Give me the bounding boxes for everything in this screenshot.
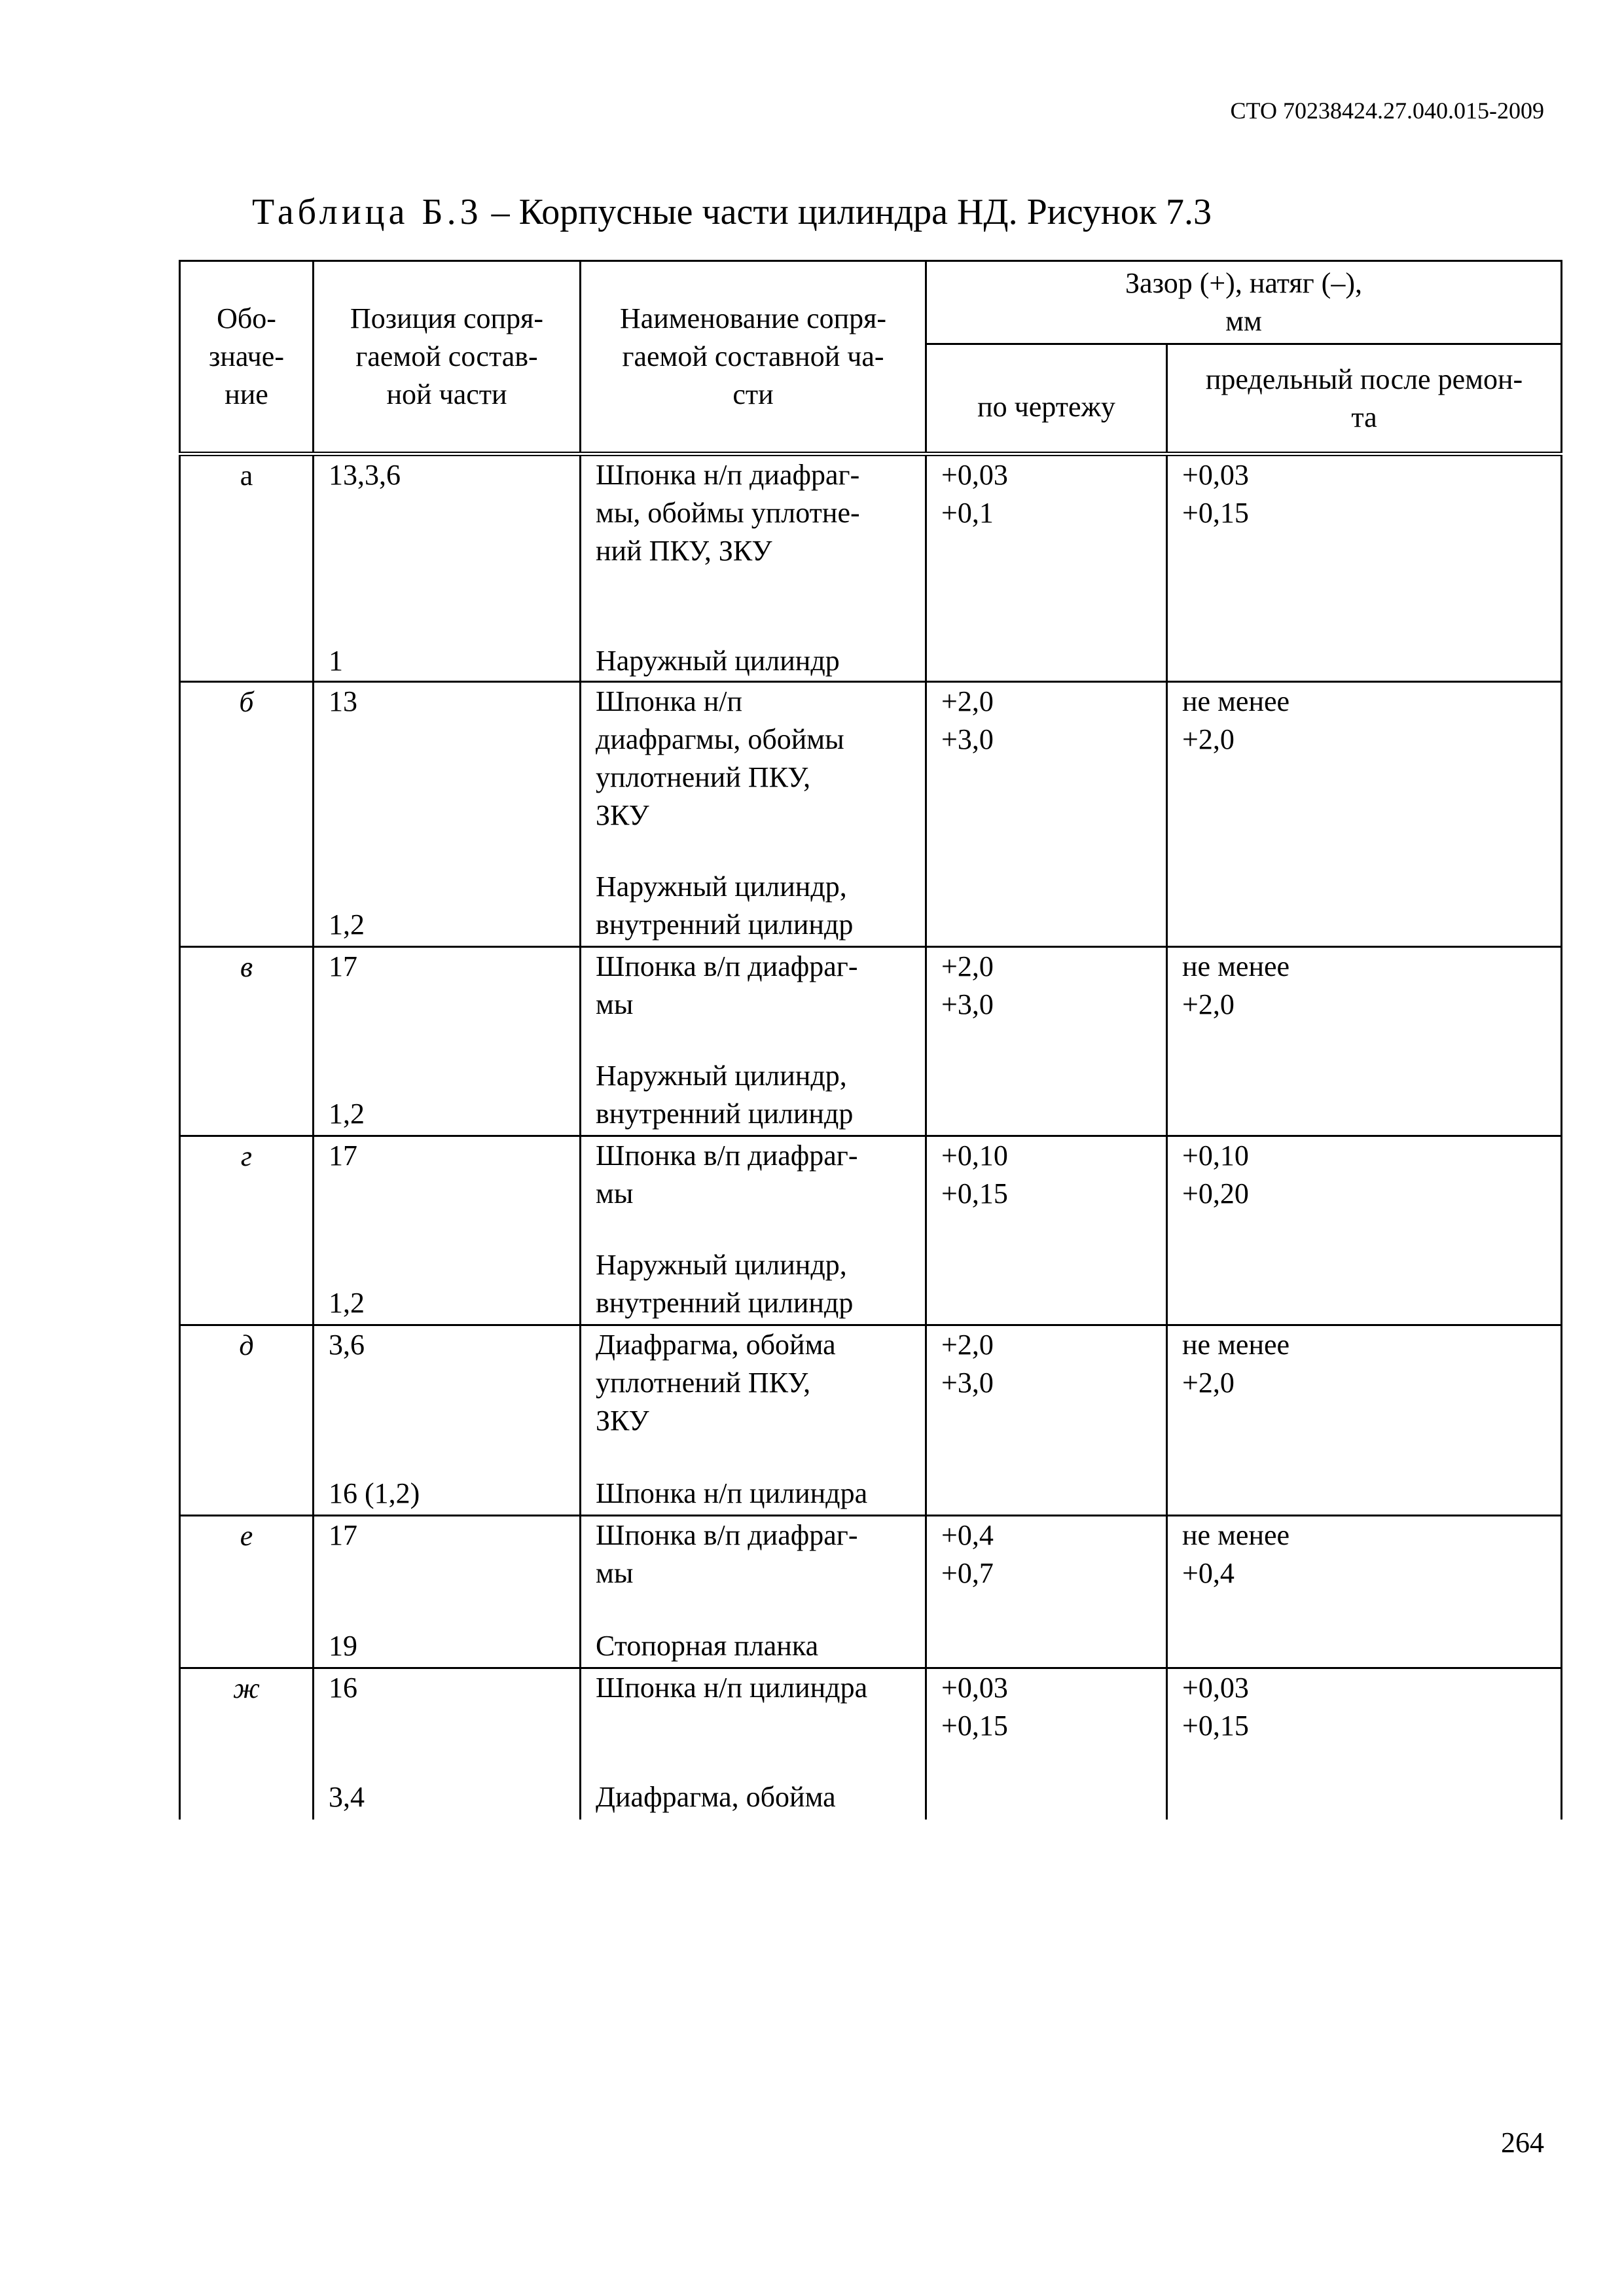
drawing-value-cell xyxy=(926,454,1167,682)
name-cell xyxy=(581,1516,926,1668)
table-title-text: – Корпусные части цилиндра НД. Рисунок 7.3 xyxy=(482,192,1212,232)
limit-value-cell xyxy=(1167,454,1562,682)
drawing-value-cell-value: +0,4 +0,7 xyxy=(941,1519,994,1589)
table-title-label: Таблица Б.3 xyxy=(252,192,482,232)
designation-cell: ж xyxy=(180,1668,314,1820)
position-cell-bottom: 1,2 xyxy=(329,1287,365,1319)
position-cell xyxy=(314,682,581,947)
position-cell-bottom: 1,2 xyxy=(329,1098,365,1130)
header-gap: Зазор (+), натяг (–), мм xyxy=(926,261,1562,344)
table-row xyxy=(180,682,1562,947)
position-cell-top: 13 xyxy=(329,685,357,717)
name-cell-top: Шпонка в/п диафраг- мы xyxy=(596,1139,858,1210)
name-cell xyxy=(581,1325,926,1516)
name-cell-top: Шпонка в/п диафраг- мы xyxy=(596,1519,858,1589)
drawing-value-cell xyxy=(926,1136,1167,1325)
name-cell xyxy=(581,1668,926,1820)
name-cell-bottom: Диафрагма, обойма xyxy=(596,1781,836,1813)
position-cell-bottom: 3,4 xyxy=(329,1781,365,1813)
drawing-value-cell-value: +2,0 +3,0 xyxy=(941,950,994,1020)
header-position: Позиция сопря- гаемой состав- ной части xyxy=(314,261,581,454)
name-cell xyxy=(581,947,926,1136)
designation-cell: д xyxy=(180,1325,314,1516)
table-row xyxy=(180,1668,1562,1820)
limit-value-cell xyxy=(1167,1668,1562,1820)
name-cell xyxy=(581,454,926,682)
position-cell xyxy=(314,1668,581,1820)
header-limit-after-repair: предельный после ремон- та xyxy=(1167,344,1562,454)
header-by-drawing: по чертежу xyxy=(926,344,1167,454)
position-cell xyxy=(314,454,581,682)
table-row xyxy=(180,947,1562,1136)
position-cell xyxy=(314,1136,581,1325)
name-cell-top: Диафрагма, обойма уплотнений ПКУ, ЗКУ xyxy=(596,1329,836,1437)
name-cell-bottom: Наружный цилиндр xyxy=(596,645,840,677)
table-row xyxy=(180,454,1562,682)
position-cell-top: 17 xyxy=(329,950,357,982)
designation-cell: б xyxy=(180,682,314,947)
drawing-value-cell xyxy=(926,1325,1167,1516)
name-cell-bottom: Стопорная планка xyxy=(596,1630,819,1662)
position-cell-top: 16 xyxy=(329,1672,357,1704)
position-cell-top: 13,3,6 xyxy=(329,459,401,491)
limit-value-cell-value: +0,10 +0,20 xyxy=(1182,1139,1249,1210)
header-name: Наименование сопря- гаемой составной ча- сти xyxy=(581,261,926,454)
header-designation: Обо- значе- ние xyxy=(180,261,314,454)
drawing-value-cell xyxy=(926,682,1167,947)
limit-value-cell-value: не менее +2,0 xyxy=(1182,685,1290,755)
position-cell-bottom: 16 (1,2) xyxy=(329,1477,420,1509)
name-cell-top: Шпонка н/п цилиндра xyxy=(596,1672,868,1704)
name-cell-top: Шпонка в/п диафраг- мы xyxy=(596,950,858,1020)
position-cell-top: 17 xyxy=(329,1519,357,1551)
drawing-value-cell-value: +0,03 +0,1 xyxy=(941,459,1008,529)
table-row xyxy=(180,1516,1562,1668)
position-cell-bottom: 1 xyxy=(329,645,343,677)
name-cell xyxy=(581,682,926,947)
table-title xyxy=(252,191,1212,233)
limit-value-cell xyxy=(1167,947,1562,1136)
name-cell-bottom: Наружный цилиндр, внутренний цилиндр xyxy=(596,1060,854,1130)
name-cell-top: Шпонка н/п диафрагмы, обоймы уплотнений ПКУ, ЗКУ xyxy=(596,685,844,831)
name-cell xyxy=(581,1136,926,1325)
limit-value-cell xyxy=(1167,1136,1562,1325)
drawing-value-cell xyxy=(926,1516,1167,1668)
table-row xyxy=(180,1325,1562,1516)
position-cell-bottom: 1,2 xyxy=(329,908,365,941)
limit-value-cell-value: +0,03 +0,15 xyxy=(1182,459,1249,529)
position-cell xyxy=(314,1516,581,1668)
drawing-value-cell-value: +2,0 +3,0 xyxy=(941,1329,994,1399)
limit-value-cell-value: не менее +2,0 xyxy=(1182,1329,1290,1399)
drawing-value-cell xyxy=(926,1668,1167,1820)
page-number: 264 xyxy=(1501,2126,1544,2159)
limit-value-cell-value: не менее +0,4 xyxy=(1182,1519,1290,1589)
name-cell-bottom: Наружный цилиндр, внутренний цилиндр xyxy=(596,1249,854,1319)
drawing-value-cell-value: +0,10 +0,15 xyxy=(941,1139,1008,1210)
drawing-value-cell-value: +2,0 +3,0 xyxy=(941,685,994,755)
limit-value-cell xyxy=(1167,1325,1562,1516)
designation-cell: г xyxy=(180,1136,314,1325)
name-cell-top: Шпонка н/п диафраг- мы, обоймы уплотне- ний ПКУ, ЗКУ xyxy=(596,459,860,567)
limit-value-cell xyxy=(1167,1516,1562,1668)
limit-value-cell xyxy=(1167,682,1562,947)
position-cell-top: 3,6 xyxy=(329,1329,365,1361)
drawing-value-cell xyxy=(926,947,1167,1136)
designation-cell: в xyxy=(180,947,314,1136)
position-cell-bottom: 19 xyxy=(329,1630,357,1662)
document-code: СТО 70238424.27.040.015-2009 xyxy=(1230,98,1544,124)
limit-value-cell-value: не менее +2,0 xyxy=(1182,950,1290,1020)
position-cell xyxy=(314,947,581,1136)
limit-value-cell-value: +0,03 +0,15 xyxy=(1182,1672,1249,1742)
name-cell-bottom: Наружный цилиндр, внутренний цилиндр xyxy=(596,870,854,941)
designation-cell: а xyxy=(180,454,314,682)
position-cell xyxy=(314,1325,581,1516)
drawing-value-cell-value: +0,03 +0,15 xyxy=(941,1672,1008,1742)
designation-cell: е xyxy=(180,1516,314,1668)
position-cell-top: 17 xyxy=(329,1139,357,1172)
clearance-table xyxy=(179,260,1562,1820)
table-row xyxy=(180,1136,1562,1325)
name-cell-bottom: Шпонка н/п цилиндра xyxy=(596,1477,868,1509)
